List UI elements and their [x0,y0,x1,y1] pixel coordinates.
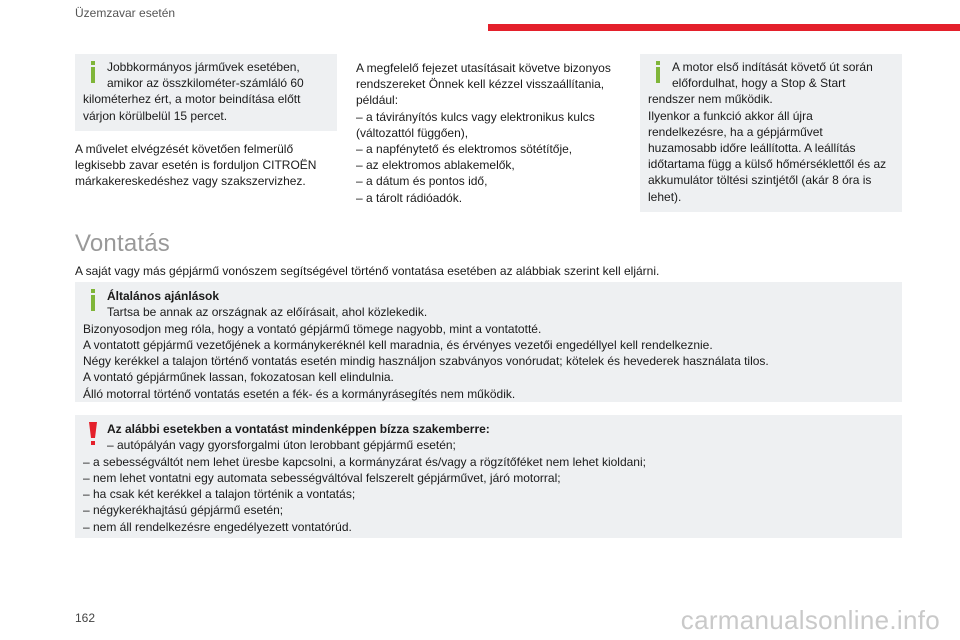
note-line: A motor első indítását követő út során [672,60,873,74]
paragraph [75,141,337,190]
note-line: amikor az összkilométer-számláló 60 [107,76,304,91]
section-title: Vontatás [75,230,171,257]
text-line: például: [356,93,399,108]
note-line: időtartama függ a külső hőmérséklettől és az [648,157,887,172]
note-line: rendelkezésre, ha a gépjárművet [648,124,823,139]
running-head: Üzemzavar esetén [75,6,176,20]
note-line: akkumulátor töltési szintjétől (akár 8 óra is [648,173,872,188]
para-line: márkakereskedéshez vagy szakszervizhez. [75,174,306,189]
note-line: Jobbkormányos járművek esetében, [107,60,300,74]
info-note-right [640,54,902,212]
box-line: – négykerékhajtású gépjármű esetén; [83,503,284,518]
page-number: 162 [75,611,96,625]
info-icon [86,61,100,83]
note-line: előfordulhat, hogy a Stop & Start [672,76,846,91]
list-item: – a dátum és pontos idő, [356,174,488,189]
section-intro: A saját vagy más gépjármű vonószem segítségével történő vontatása esetében az alábbiak szerint kell eljárni. [75,264,660,278]
note-line: huzamosabb időre leállította. A leállítás [648,141,856,156]
box-line: – a sebességváltót nem lehet üresbe kapcsolni, a kormányzárat és/vagy a rögzítőféket nem lehet kioldani; [83,454,646,469]
text-line: rendszereket Önnek kell kézzel visszaállítania, [356,77,605,92]
box-line: – ha csak két kerékkel a talajon történik a vontatás; [83,487,356,502]
header-accent-bar [488,24,960,31]
column-middle [356,60,618,206]
para-line: legkisebb zavar esetén is forduljon CITROËN [75,158,317,173]
info-note-left [75,54,337,131]
box-line: – nem lehet vontatni egy automata sebességváltóval felszerelt gépjárművet, járó motorral; [83,470,561,485]
box-line: Tartsa be annak az országnak az előírásait, ahol közlekedik. [107,305,428,320]
warning-exclamation-icon [86,422,100,446]
watermark: carmanualsonline.info [680,605,940,635]
note-line: rendszer nem működik. [648,92,773,107]
list-item: – a távirányítós kulcs vagy elektronikus kulcs [356,109,595,124]
box-line: Álló motorral történő vontatás esetén a fék- és a kormányrásegítés nem működik. [83,386,516,401]
box-line: Négy kerékkel a talajon történő vontatás esetén mindig használjon szabványos vonórudat; kötelek és hevederek használata tilos. [83,354,769,369]
list-item: – a napfénytető és elektromos sötétítője, [356,142,573,157]
column-left [75,54,337,189]
box-line: Bizonyosodjon meg róla, hogy a vontató gépjármű tömege nagyobb, mint a vontatotté. [83,321,542,336]
box-line: A vontatott gépjármű vezetőjének a kormánykeréknél kell maradnia, és érvényes vezetői engedéllyel kell rendelkeznie. [83,337,713,352]
box-line: – nem áll rendelkezésre engedélyezett vontatórúd. [83,519,352,534]
para-line: A művelet elvégzését követően felmerülő [75,141,294,156]
info-box-general-recommendations [75,282,902,402]
column-right [640,54,902,212]
info-icon [86,289,100,311]
text-line: (változattól függően), [356,125,469,140]
note-line: lehet). [648,189,682,204]
list-item: – a tárolt rádióadók. [356,190,463,205]
box-heading: Általános ajánlások [107,289,220,303]
list-item: – az elektromos ablakemelők, [356,158,515,173]
info-icon [651,61,665,83]
box-line: – autópályán vagy gyorsforgalmi úton lerobbant gépjármű esetén; [107,438,456,453]
warning-box-towing-professional [75,415,902,538]
box-heading: Az alábbi esetekben a vontatást mindenképpen bízza szakemberre: [107,422,490,436]
text-line: A megfelelő fejezet utasításait követve bizonyos [356,61,611,75]
note-line: Ilyenkor a funkció akkor áll újra [648,108,813,123]
note-line: várjon körülbelül 15 percet. [83,108,228,123]
box-line: A vontató gépjárműnek lassan, fokozatosan kell elindulnia. [83,370,394,385]
note-line: kilométerhez ért, a motor beindítása előtt [83,92,301,107]
